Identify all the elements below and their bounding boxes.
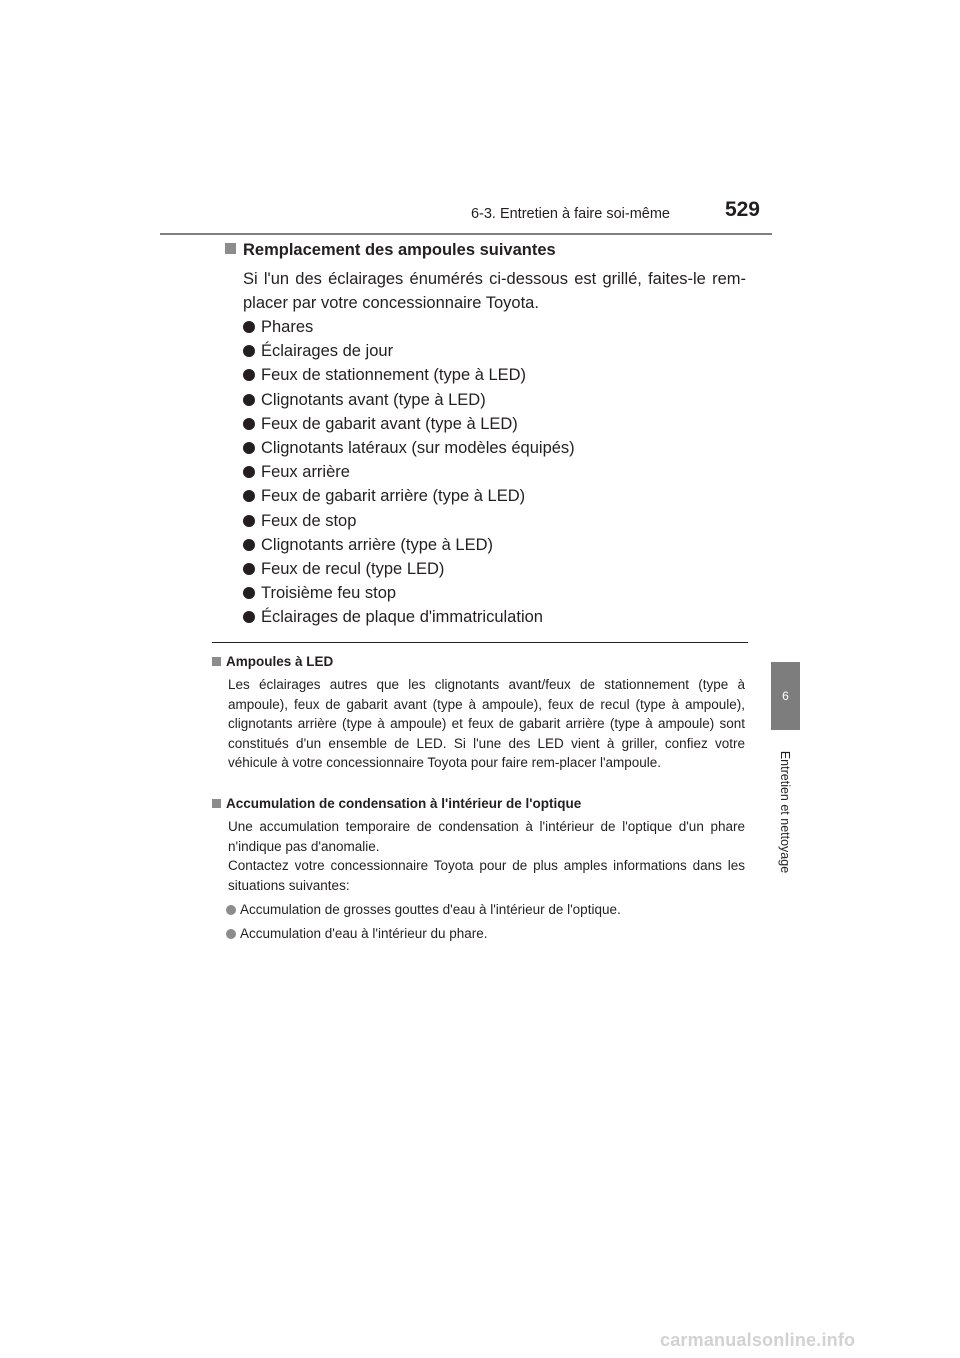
round-bullet-icon: [243, 611, 255, 623]
round-bullet-icon: [243, 442, 255, 454]
header-section-title: 6-3. Entretien à faire soi-même: [470, 206, 670, 222]
bulb-list: [243, 315, 575, 629]
section-heading-text: Remplacement des ampoules suivantes: [243, 241, 556, 259]
round-bullet-icon: [243, 515, 255, 527]
section-heading: [225, 241, 556, 260]
round-bullet-icon: [243, 418, 255, 430]
chapter-tab: 6: [771, 662, 800, 730]
list-item: Éclairages de plaque d'immatriculation: [243, 605, 575, 629]
round-bullet-icon: [243, 345, 255, 357]
notes-divider: [212, 642, 748, 643]
round-bullet-icon: [243, 563, 255, 575]
list-item: Feux arrière: [243, 460, 575, 484]
list-item: Phares: [243, 315, 575, 339]
list-item: Feux de stop: [243, 509, 575, 533]
condensation-list: [226, 900, 621, 948]
list-item: Éclairages de jour: [243, 339, 575, 363]
square-bullet-icon: [212, 799, 221, 808]
list-item: Clignotants arrière (type à LED): [243, 533, 575, 557]
list-item: Clignotants avant (type à LED): [243, 388, 575, 412]
square-bullet-icon: [225, 243, 236, 254]
round-bullet-icon: [226, 929, 236, 939]
note-heading-led: Ampoules à LED: [212, 654, 333, 669]
note-paragraph: Contactez votre concessionnaire Toyota pour de plus amples informations dans les situations suivantes:: [228, 858, 745, 893]
square-bullet-icon: [212, 657, 221, 666]
chapter-title-vertical: Entretien et nettoyage: [778, 750, 792, 874]
intro-paragraph: Si l'un des éclairages énumérés ci-dessous est grillé, faites-le rem-placer par votre concessionnaire Toyota.: [243, 270, 746, 312]
round-bullet-icon: [243, 490, 255, 502]
note-paragraph: Une accumulation temporaire de condensation à l'intérieur de l'optique d'un phare n'indique pas d'anomalie.: [228, 819, 745, 854]
note-paragraph: Les éclairages autres que les clignotants avant/feux de stationnement (type à ampoule), feux de gabarit avant (type à ampoule), feux de recul (type à ampoule), clignotants arrière (type à ampoule) et feux de gabarit arrière (type à ampoule) sont constitués d'un ensemble de LED. Si l'une des LED vient à griller, confiez votre véhicule à votre concessionnaire Toyota pour faire rem-placer l'ampoule.: [228, 677, 745, 770]
round-bullet-icon: [243, 587, 255, 599]
list-item: Accumulation d'eau à l'intérieur du phare.: [226, 924, 621, 948]
note-body-condensation: [228, 817, 745, 895]
header-rule: [160, 233, 772, 235]
list-item: Troisième feu stop: [243, 581, 575, 605]
round-bullet-icon: [226, 905, 236, 915]
list-item: Clignotants latéraux (sur modèles équipés): [243, 436, 575, 460]
page-number: 529: [724, 198, 760, 221]
list-item: Accumulation de grosses gouttes d'eau à l'intérieur de l'optique.: [226, 900, 621, 924]
round-bullet-icon: [243, 394, 255, 406]
list-item: Feux de gabarit avant (type à LED): [243, 412, 575, 436]
note-body-led: [228, 675, 745, 773]
note-heading-condensation: Accumulation de condensation à l'intérieur de l'optique: [212, 796, 581, 811]
round-bullet-icon: [243, 539, 255, 551]
watermark: carmanualsonline.info: [660, 1330, 856, 1350]
round-bullet-icon: [243, 369, 255, 381]
list-item: Feux de gabarit arrière (type à LED): [243, 484, 575, 508]
round-bullet-icon: [243, 466, 255, 478]
round-bullet-icon: [243, 321, 255, 333]
list-item: Feux de stationnement (type à LED): [243, 363, 575, 387]
list-item: Feux de recul (type LED): [243, 557, 575, 581]
